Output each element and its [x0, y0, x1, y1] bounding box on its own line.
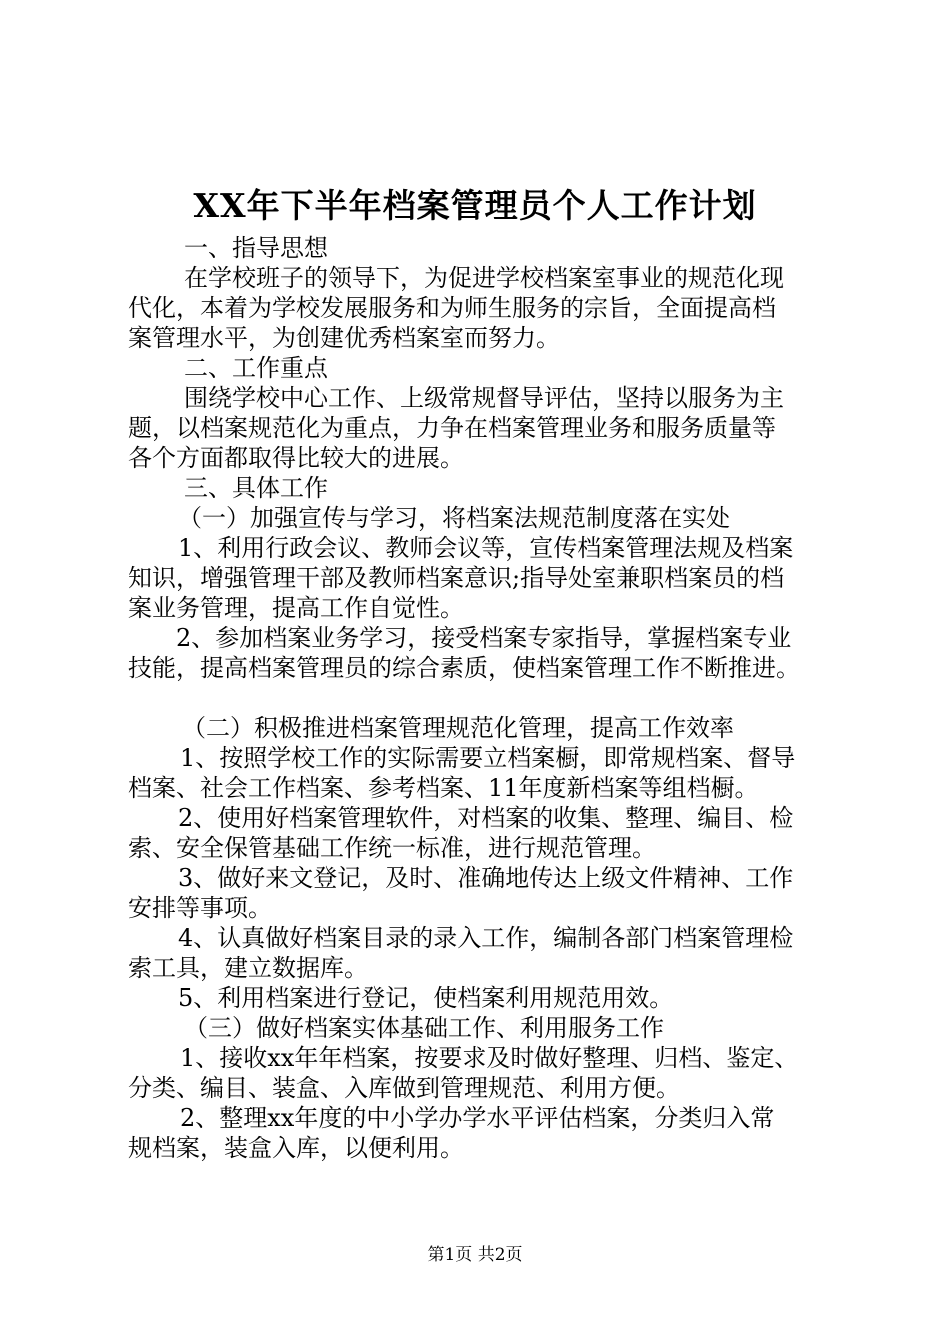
paragraph-line: 索工具，建立数据库。	[128, 954, 368, 982]
document-title: XX年下半年档案管理员个人工作计划	[193, 186, 757, 225]
paragraph-line: 规档案，装盒入库，以便利用。	[128, 1134, 464, 1162]
paragraph-line: 4、认真做好档案目录的录入工作，编制各部门档案管理检	[178, 924, 794, 952]
paragraph-line: 2、使用好档案管理软件，对档案的收集、整理、编目、检	[178, 804, 794, 832]
paragraph-line: 索、安全保管基础工作统一标准，进行规范管理。	[128, 834, 656, 862]
paragraph-line: 三、具体工作	[184, 474, 328, 502]
document-body	[128, 233, 848, 1163]
paragraph-line: 3、做好来文登记，及时、准确地传达上级文件精神、工作	[178, 864, 794, 892]
paragraph-line: 安排等事项。	[128, 894, 272, 922]
paragraph-line: 代化，本着为学校发展服务和为师生服务的宗旨，全面提高档	[128, 294, 776, 322]
paragraph-line: 各个方面都取得比较大的进展。	[128, 444, 464, 472]
paragraph-line: 二、工作重点	[184, 354, 328, 382]
blank-line	[128, 683, 848, 713]
paragraph-line: 知识，增强管理干部及教师档案意识;指导处室兼职档案员的档	[128, 564, 785, 592]
paragraph-line: 5、利用档案进行登记，使档案利用规范用效。	[178, 984, 674, 1012]
paragraph-line: 题，以档案规范化为重点，力争在档案管理业务和服务质量等	[128, 414, 776, 442]
paragraph-line: 2、参加档案业务学习，接受档案专家指导，掌握档案专业	[176, 624, 792, 652]
paragraph-line: 1、接收xx年年档案，按要求及时做好整理、归档、鉴定、	[180, 1044, 799, 1072]
paragraph-line: 档案、社会工作档案、参考档案、11年度新档案等组档橱。	[128, 774, 759, 802]
paragraph-line: （一）加强宣传与学习，将档案法规范制度落在实处	[178, 504, 730, 532]
paragraph-line: 在学校班子的领导下，为促进学校档案室事业的规范化现	[184, 264, 784, 292]
paragraph-line: 分类、编目、装盒、入库做到管理规范、利用方便。	[128, 1074, 680, 1102]
paragraph-line: 一、指导思想	[184, 234, 328, 262]
paragraph-line: 1、按照学校工作的实际需要立档案橱，即常规档案、督导	[180, 744, 796, 772]
paragraph-line: 案业务管理，提高工作自觉性。	[128, 594, 464, 622]
paragraph-line: 技能，提高档案管理员的综合素质，使档案管理工作不断推进。	[128, 654, 800, 682]
page-indicator: 第1页 共2页	[427, 1245, 523, 1265]
paragraph-line: （三）做好档案实体基础工作、利用服务工作	[184, 1014, 664, 1042]
paragraph-line: （二）积极推进档案管理规范化管理，提高工作效率	[182, 714, 734, 742]
paragraph-line: 围绕学校中心工作、上级常规督导评估，坚持以服务为主	[184, 384, 784, 412]
paragraph-line: 案管理水平，为创建优秀档案室而努力。	[128, 324, 560, 352]
paragraph-line: 1、利用行政会议、教师会议等，宣传档案管理法规及档案	[178, 534, 794, 562]
paragraph-line: 2、整理xx年度的中小学办学水平评估档案，分类归入常	[180, 1104, 775, 1132]
